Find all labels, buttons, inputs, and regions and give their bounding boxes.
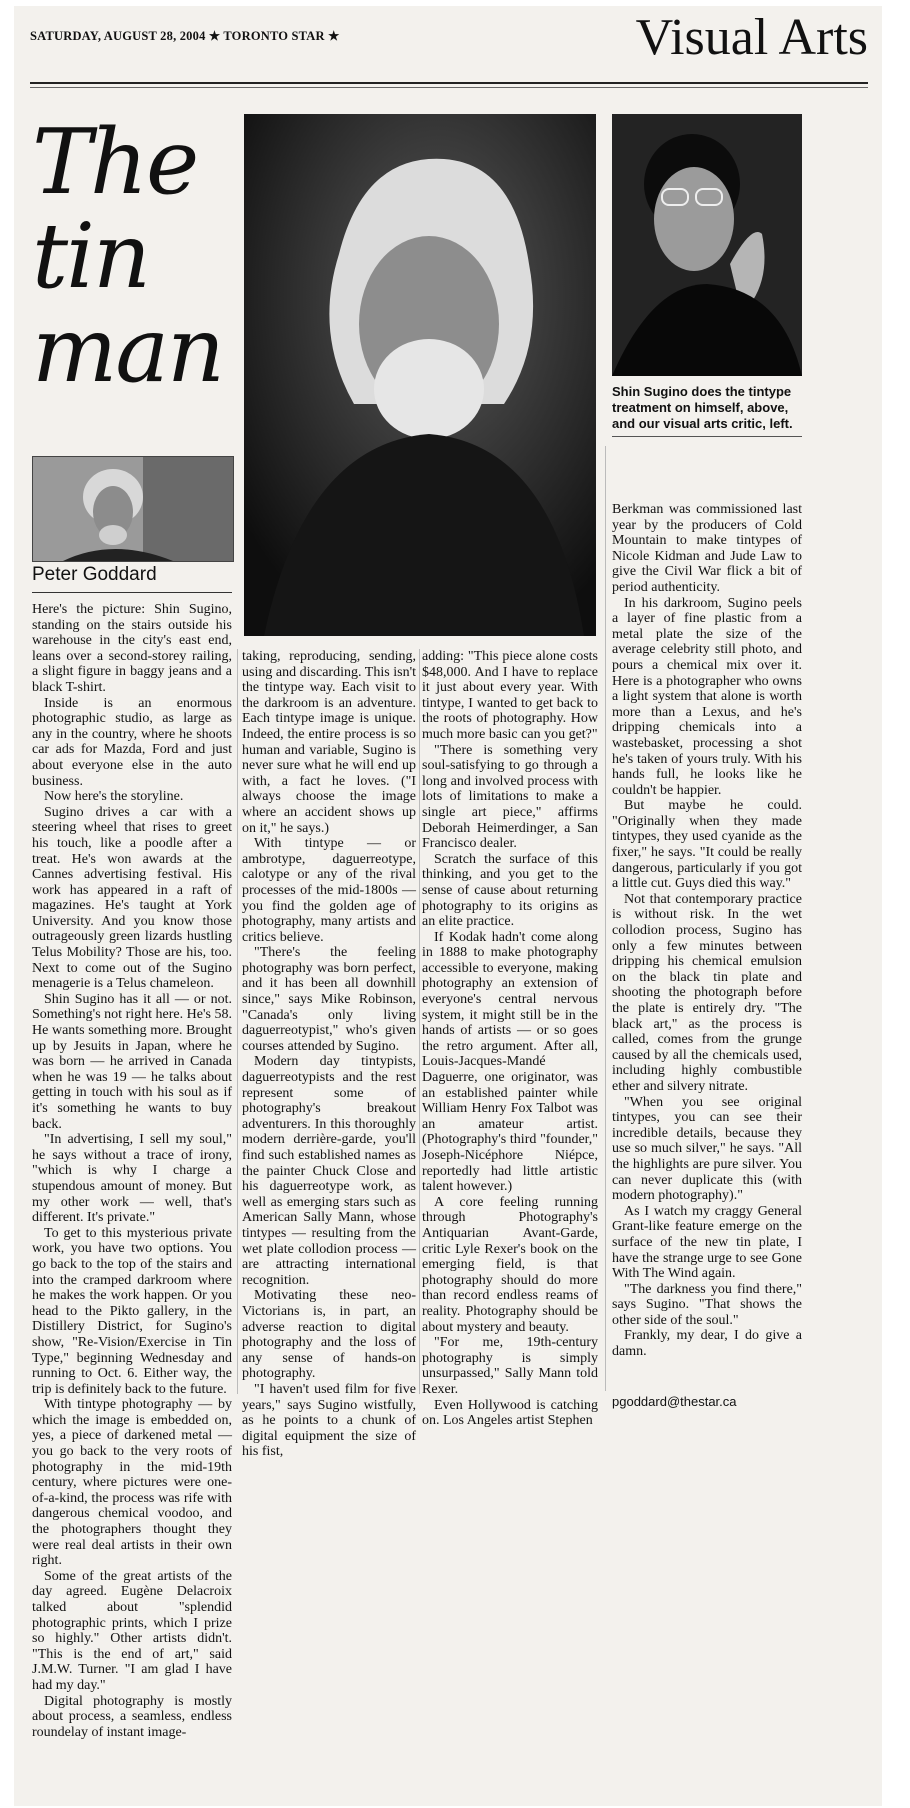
paragraph: Some of the great artists of the day agreed. Eugène Delacroix talked about "splendid photographic prints, which I prize so highly." Other artists didn't. "This is the end of art," said J.M.W. Turner. "I am glad I have had my day.": [32, 1568, 232, 1693]
caption-rule: [612, 436, 802, 437]
byline-rule: [32, 592, 232, 593]
article-column-4: [612, 502, 802, 1360]
paragraph: "There's the feeling photography was born perfect, and it has been all downhill since," says Mike Robinson, "Canada's only living daguerreotypist," who's given courses attended by Sugino.: [242, 945, 416, 1054]
masthead-rule-thin: [30, 87, 868, 88]
paragraph: Modern day tintypists, daguerreotypists and the rest represent some of photography's breakout adventurers. In this thoroughly modern derrière-garde, you'll find such established names as the painter Chuck Close and his daguerreotype work, as well as emerging stars such as American Sally Mann, whose tintypes — resulting from the wet plate collodion process — are attracting international recognition.: [242, 1054, 416, 1288]
paragraph: Shin Sugino has it all — or not. Something's not right here. He's 58. He wants something more. Brought up by Jesuits in Japan, where he was born — he arrived in Canada when he was 19 — he talks about getting in touch with his soul as if it's something he wants to buy back.: [32, 991, 232, 1132]
masthead-rule: [30, 82, 868, 84]
paragraph: A core feeling running through Photography's Antiquarian Avant-Garde, critic Lyle Rexer's book on the emerging field, is that photography should do more than record endless reams of reality. Photography should be about mystery and beauty.: [422, 1194, 598, 1335]
author-photo: [32, 456, 234, 562]
paragraph: "I haven't used film for five years," says Sugino wistfully, as he points to a chunk of digital equipment the size of his fist,: [242, 1381, 416, 1460]
byline: Peter Goddard: [32, 564, 157, 585]
paragraph: With tintype photography — by which the image is embedded on, yes, a piece of darkened metal — you go back to the very roots of photography in the mid-19th century, where pictures were one-of-a-kind, the process was rife with dangerous chemical voodoo, and the photographers thought they were real deal artists in their own right.: [32, 1397, 232, 1569]
column-divider: [605, 446, 606, 1391]
article-column-1: [32, 602, 232, 1740]
headline-line: man: [32, 298, 223, 403]
paragraph: In his darkroom, Sugino peels a layer of fine plastic from a metal plate the size of the average celebrity still photo, and pours a chemical mix over it. Here is a photographer who owns a light system that alone is worth more than a Lexus, and he's dripping chemicals into a wastebasket, processing a shot he's taken of yours truly. With his hands full, he looks like he couldn't be happier.: [612, 595, 802, 798]
paragraph: "The darkness you find there," says Sugino. "That shows the other side of the soul.": [612, 1281, 802, 1328]
paragraph: "For me, 19th-century photography is simply unsurpassed," Sally Mann told Rexer.: [422, 1335, 598, 1397]
headline: [32, 110, 232, 403]
paragraph: Here's the picture: Shin Sugino, standing on the stairs outside his warehouse in the city's east end, leans over a second-storey railing, a slight figure in baggy jeans and a black T-shirt.: [32, 602, 232, 695]
article-column-3: [422, 649, 598, 1429]
paragraph: As I watch my craggy General Grant-like feature emerge on the surface of the new tin plate, I have the strange urge to see Gone With The Wind again.: [612, 1203, 802, 1282]
paragraph: If Kodak hadn't come along in 1888 to make photography accessible to everyone, making photography an extension of everyone's central nervous system, it might still be in the hands of artists — or so goes the retro argument. After all, Louis-Jacques-Mandé Daguerre, one originator, was an established painter while William Henry Fox Talbot was an amateur artist. (Photography's third "founder," Joseph-Nicéphore Niépce, reportedly had little artistic talent however.): [422, 929, 598, 1195]
paragraph: "When you see original tintypes, you can see their incredible details, because they use so much silver," he says. "All the highlights are pure silver. You can never duplicate this (with modern photography).": [612, 1094, 802, 1204]
main-portrait-photo: [244, 114, 596, 636]
photo-caption: Shin Sugino does the tintype treatment on himself, above, and our visual arts critic, left.: [612, 384, 793, 431]
paragraph: Motivating these neo-Victorians is, in part, an adverse reaction to digital photography and the loss of any sense of hands-on photography.: [242, 1288, 416, 1382]
author-email: pgoddard@thestar.ca: [612, 1394, 737, 1409]
article-column-2: [242, 649, 416, 1460]
paragraph: Inside is an enormous photographic studio, as large as any in the country, where he shoots car ads for Mazda, Ford and just about everyone else in the auto business.: [32, 695, 232, 789]
paragraph: taking, reproducing, sending, using and discarding. This isn't the tintype way. Each visit to the darkroom is an adventure. Each tintype image is unique. Indeed, the entire process is so human and variable, Sugino is never sure what he will end up with, a fact he loves. ("I always choose the image where an accident shows up on it," he says.): [242, 649, 416, 836]
column-divider: [237, 649, 238, 1394]
paragraph: Even Hollywood is catching on. Los Angeles artist Stephen: [422, 1397, 598, 1429]
paragraph: Sugino drives a car with a steering wheel that rises to greet his touch, like a poodle after a treat. He's won awards at the Cannes advertising festival. His work has appeared in a raft of magazines. He's taught at York University. And you know those outrageously green lizards hustling Telus Mobility? Those are his, too. Next to come out of the Sugino menagerie is a Telus chameleon.: [32, 804, 232, 992]
paragraph: Not that contemporary practice is without risk. In the wet collodion process, Sugino has only a few minutes between dripping his chemical emulsion on the black tin plate and shooting the photograph before the plate is entirely dry. "The black art," as the process is called, comes from the grunge caused by all the chemicals used, including highly combustible ether and silvery nitrate.: [612, 891, 802, 1094]
paragraph: "There is something very soul-satisfying to go through a long and involved process with lots of limitations to make a single art piece," affirms Deborah Heimerdinger, a San Francisco dealer.: [422, 742, 598, 852]
paragraph: Frankly, my dear, I do give a damn.: [612, 1328, 802, 1360]
headline-line: tin: [32, 204, 149, 309]
masthead-date-line: SATURDAY, AUGUST 28, 2004 ★ TORONTO STAR ★: [30, 29, 340, 43]
section-title: Visual Arts: [635, 9, 868, 66]
paragraph: Digital photography is mostly about process, a seamless, endless roundelay of instant image-: [32, 1693, 232, 1740]
column-divider: [419, 649, 420, 1394]
paragraph: Now here's the storyline.: [44, 789, 184, 805]
paragraph: adding: "This piece alone costs $48,000. And I have to replace it just about every year. With tintype, I wanted to get back to the roots of photography. How much more basic can you get?": [422, 649, 598, 742]
paragraph: "In advertising, I sell my soul," he says without a trace of irony, "which is why I charge a stupendous amount of money. But my other work — well, that's different. It's private.": [32, 1132, 232, 1226]
paragraph: But maybe he could. "Originally when they made tintypes, they used cyanide as the fixer," he says. "It could be really dangerous, particularly if you got a little cut. Guys died this way.": [612, 798, 802, 892]
paragraph: With tintype — or ambrotype, daguerreotype, calotype or any of the rival processes of the mid-1800s — you find the golden age of photography, many artists and critics believe.: [242, 836, 416, 945]
newspaper-page: [14, 6, 882, 1806]
headline-line: The: [32, 110, 198, 215]
paragraph: Scratch the surface of this thinking, and you get to the sense of cause about returning photography to its origins as an elite practice.: [422, 851, 598, 930]
paragraph: To get to this mysterious private work, you have two options. You go back to the top of the stairs and into the cramped darkroom where he makes the work happen. Or you head to the Pikto gallery, in the Distillery District, for Sugino's show, "Re-Vision/Exercise in Tin Type," beginning Wednesday and running to Oct. 6. Either way, the trip is definitely back to the future.: [32, 1225, 232, 1397]
paragraph: Berkman was commissioned last year by the producers of Cold Mountain to make tintypes of Nicole Kidman and Jude Law to give the Civil War flick a bit of period authenticity.: [612, 502, 802, 595]
sugino-portrait-photo: [612, 114, 802, 376]
